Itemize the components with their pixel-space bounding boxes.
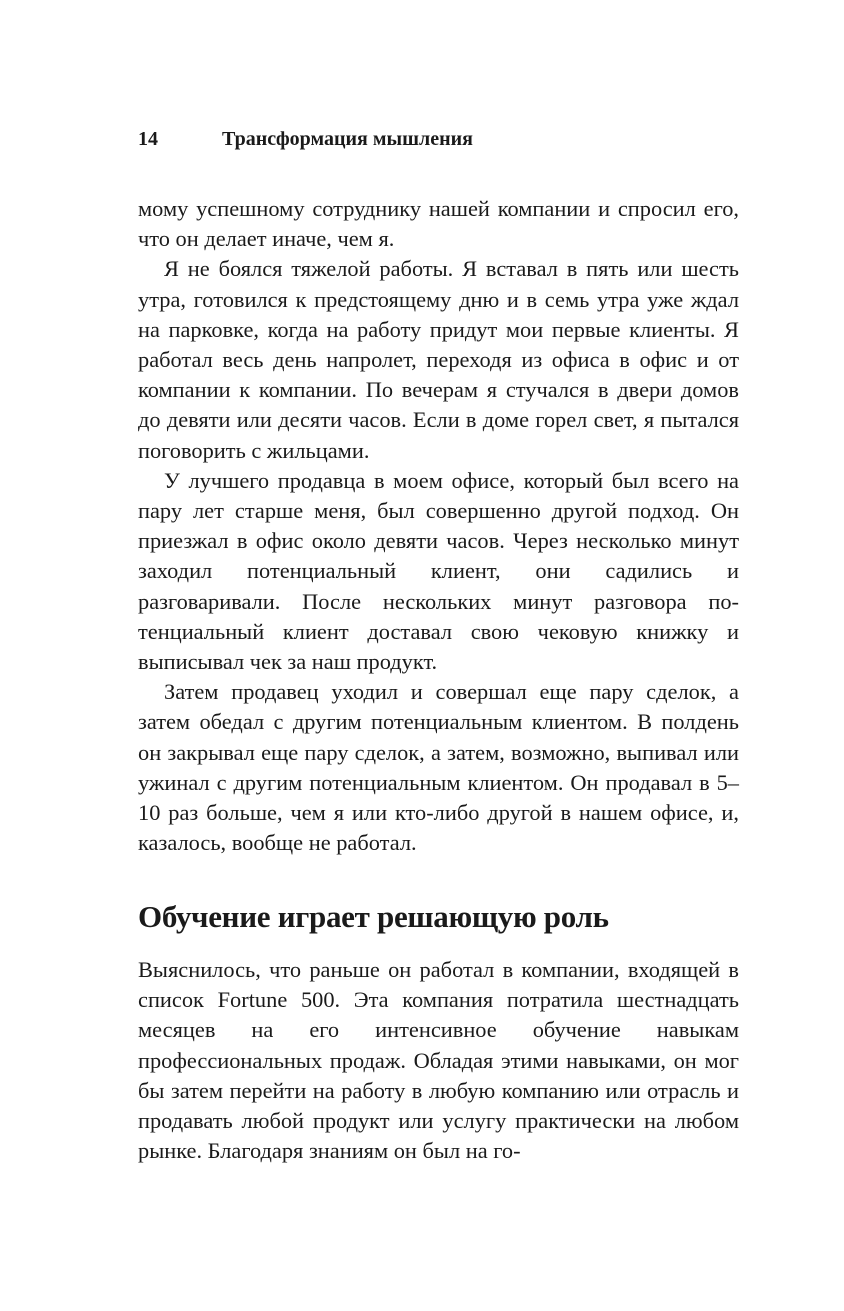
paragraph: Затем продавец уходил и совершал еще пару сделок, а затем обедал с другим потенциальным клиентом. В полдень он закрывал еще пару сделок, а затем, возможно, выпивал или ужинал с другим потенциальным клиентом. Он продавал в 5–10 раз больше, чем я или кто-либо другой в нашем офисе, и, казалось, вообще не работал. xyxy=(138,679,739,856)
paragraph: Выяснилось, что раньше он работал в компании, входящей в список Fortune 500. Эта компания потратила шестнадцать месяцев на его интенсивное обучение навыкам профессиональных продаж. Обладая этими навыками, он мог бы затем перейти на работу в любую компанию или отрасль и продавать любой продукт или услугу практически на любом рынке. Благодаря знаниям он был на го- xyxy=(138,957,739,1164)
paragraph: Я не боялся тяжелой работы. Я вставал в пять или шесть утра, готовился к предстоящему дню и в семь утра уже ждал на парковке, когда на работу придут мои первые клиенты. Я работал весь день напролет, переходя из офиса в офис и от компании к компании. По вечерам я стучался в двери домов до девяти или десяти часов. Если в доме горел свет, я пытался поговорить с жильцами. xyxy=(138,256,739,463)
running-header xyxy=(138,124,739,154)
section-heading: Обучение играет решающую роль xyxy=(138,899,609,934)
book-title: Трансформация мышления xyxy=(222,128,473,150)
paragraph-continued: мому успешному сотруднику нашей компании и спросил его, что он делает иначе, чем я. xyxy=(138,196,739,252)
paragraph: У лучшего продавца в моем офисе, который был всего на пару лет старше меня, был совершенно другой подход. Он приезжал в офис около девяти часов. Через несколько минут заходил потенциальный клиент, они садились и разговаривали. После нескольких минут разговора потенциальный клиент доставал свою чековую книжку и выписывал чек за наш продукт. xyxy=(138,467,739,675)
body-text-after-heading xyxy=(138,955,739,1166)
page-number: 14 xyxy=(138,128,158,150)
body-text-before-heading xyxy=(138,194,739,858)
